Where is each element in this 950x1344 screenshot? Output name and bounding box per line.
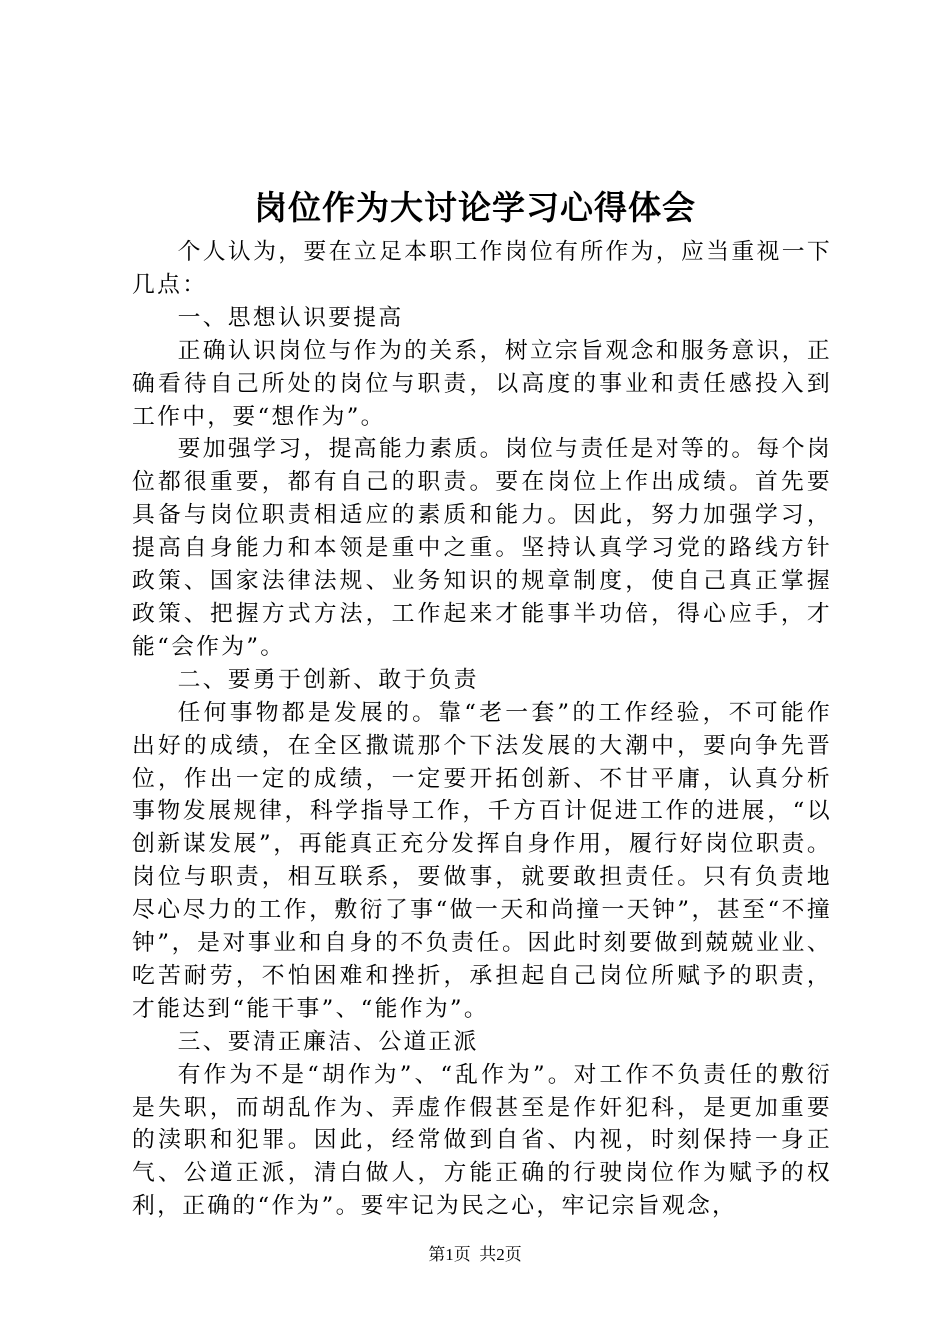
page-footer (0, 1243, 950, 1267)
section-heading-3: 三、要清正廉洁、公道正派 (177, 1028, 479, 1055)
paragraph-1b: 要加强学习，提高能力素质。岗位与责任是对等的。每个岗位都很重要，都有自己的职责。要在岗位上作出成绩。首先要具备与岗位职责相适应的素质和能力。因此，努力加强学习，提高自身能力和本领是重中之重。坚持认真学习党的路线方针政策、国家法律法规、业务知识的规章制度，使自己真正掌握政策、把握方式方法，工作起来才能事半功倍，得心应手，才能“会作为”。 (132, 436, 832, 660)
paragraph-1a: 正确认识岗位与作为的关系，树立宗旨观念和服务意识，正确看待自己所处的岗位与职责，以高度的事业和责任感投入到工作中，要“想作为”。 (132, 337, 832, 430)
paragraph-2a: 任何事物都是发展的。靠“老一套”的工作经验，不可能作出好的成绩，在全区撒谎那个下法发展的大潮中，要向争先晋位，作出一定的成绩，一定要开拓创新、不甘平庸，认真分析事物发展规律，科学指导工作，千方百计促进工作的进展，“以创新谋发展”，再能真正充分发挥自身作用，履行好岗位职责。岗位与职责，相互联系，要做事，就要敢担责任。只有负责地尽心尽力的工作，敷衍了事“做一天和尚撞一天钟”，甚至“不撞钟”，是对事业和自身的不负责任。因此时刻要做到兢兢业业、吃苦耐劳，不怕困难和挫折，承担起自己岗位所赋予的职责，才能达到“能干事”、“能作为”。 (132, 699, 832, 1022)
document-body (132, 236, 832, 1223)
page-number: 第1页 共2页 (428, 1245, 522, 1264)
section-heading-1: 一、思想认识要提高 (177, 304, 404, 331)
document-title: 岗位作为大讨论学习心得体会 (254, 188, 696, 227)
section-heading-2: 二、要勇于创新、敢于负责 (177, 666, 479, 693)
paragraph-intro: 个人认为，要在立足本职工作岗位有所作为，应当重视一下几点： (132, 239, 832, 298)
paragraph-3a: 有作为不是“胡作为”、“乱作为”。对工作不负责任的敷衍是失职，而胡乱作为、弄虚作假甚至是作奸犯科，是更加重要的渎职和犯罪。因此，经常做到自省、内视，时刻保持一身正气、公道正派，清白做人，方能正确的行驶岗位作为赋予的权利，正确的“作为”。要牢记为民之心，牢记宗旨观念， (132, 1061, 832, 1220)
